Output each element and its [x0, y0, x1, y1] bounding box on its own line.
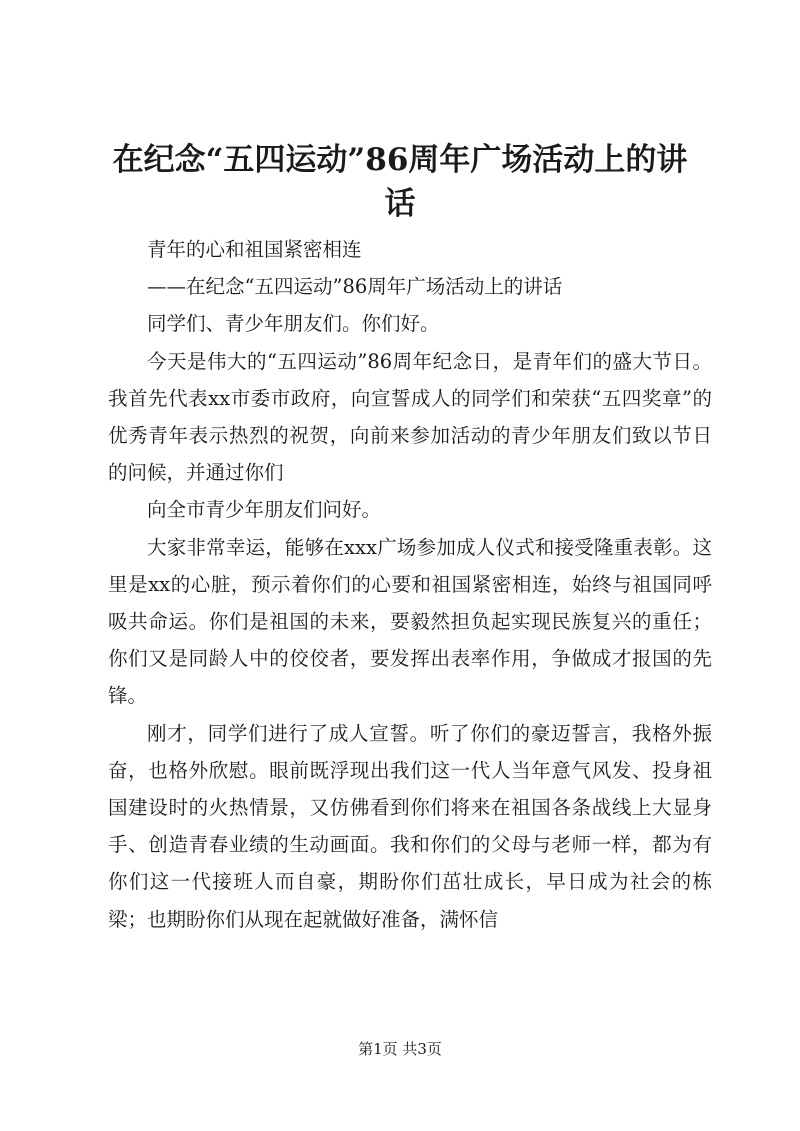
subtitle-paragraph: 青年的心和祖国紧密相连: [147, 238, 362, 261]
body-paragraph: 刚才，同学们进行了成人宣誓。听了你们的豪迈誓言，我格外振奋，也格外欣慰。眼前既浮现出我们这一代人当年意气风发、投身祖国建设时的火热情景，又仿佛看到你们将来在祖国各条战线上大显身手、创造青春业绩的生动画面。我和你们的父母与老师一样，都为有你们这一代接班人而自豪，期盼你们茁壮成长，早日成为社会的栋梁；也期盼你们从现在起就做好准备，满怀信: [108, 721, 712, 931]
subtitle-dash-paragraph: ——在纪念“五四运动”86周年广场活动上的讲话: [147, 275, 563, 299]
document-title: 在纪念“五四运动”86周年广场活动上的讲话: [112, 142, 688, 222]
document-body: [108, 231, 712, 938]
greeting-paragraph: 同学们、青少年朋友们。你们好。: [147, 312, 440, 336]
body-paragraph: 大家非常幸运，能够在xxx广场参加成人仪式和接受隆重表彰。这里是xx的心脏，预示着你们的心要和祖国紧密相连，始终与祖国同呼吸共命运。你们是祖国的未来，要毅然担负起实现民族复兴的重任；你们又是同龄人中的佼佼者，要发挥出表率作用，争做成才报国的先锋。: [108, 535, 712, 708]
body-paragraph: 向全市青少年朋友们问好。: [147, 498, 382, 522]
body-paragraph: 今天是伟大的“五四运动”86周年纪念日，是青年们的盛大节日。我首先代表xx市委市政府，向宣誓成人的同学们和荣获“五四奖章”的优秀青年表示热烈的祝贺，向前来参加活动的青少年朋友们致以节日的问候，并通过你们: [108, 349, 712, 485]
page-footer: 第1页 共3页: [358, 1040, 442, 1058]
